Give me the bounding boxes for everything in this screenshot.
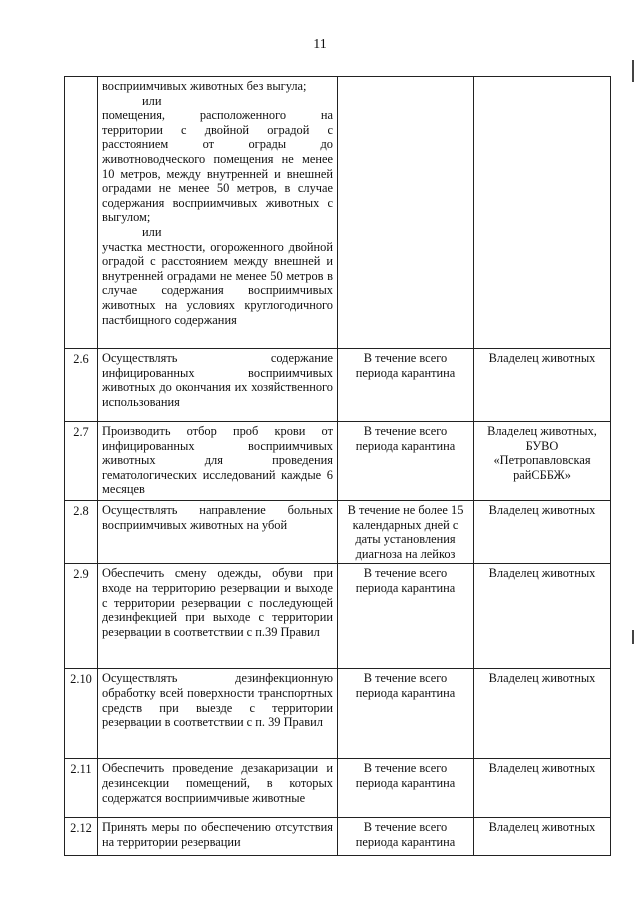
scan-artifact bbox=[632, 60, 634, 82]
action-line: помещения, расположенного на территории с двойной оградой с расстоянием от ограды до животноводческого помещения не менее 10 метров, между внутренней и внешней оградами не менее 50 метров, в случае содержания восприимчивых животных с выгулом; bbox=[102, 108, 333, 225]
row-responsible: Владелец животных bbox=[474, 759, 611, 818]
table-row bbox=[65, 669, 611, 759]
row-period: В течение всего периода карантина bbox=[338, 759, 474, 818]
row-action: Осуществлять направление больных восприимчивых животных на убой bbox=[98, 501, 338, 564]
table-row bbox=[65, 759, 611, 818]
table-row bbox=[65, 77, 611, 349]
action-line: участка местности, огороженного двойной оградой с расстоянием между внешней и внутренней оградами не менее 50 метров в случае содержания восприимчивых животных на условиях круглогодичного пастбищного содержания bbox=[102, 239, 333, 327]
row-responsible bbox=[474, 77, 611, 349]
row-period: В течение не более 15 календарных дней с даты установления диагноза на лейкоз bbox=[338, 501, 474, 564]
scan-artifact bbox=[632, 630, 634, 644]
row-action: Принять меры по обеспечению отсутствия на территории резервации bbox=[98, 818, 338, 856]
row-responsible: Владелец животных bbox=[474, 501, 611, 564]
action-line: восприимчивых животных без выгула; bbox=[102, 79, 307, 93]
row-action: Обеспечить смену одежды, обуви при входе на территорию резервации и выходе с территории резервации с последующей дезинфекцией при выходе с территории резервации в соответствии с п.39 Правил bbox=[98, 564, 338, 669]
row-number: 2.9 bbox=[65, 564, 98, 669]
row-action bbox=[98, 77, 338, 349]
table-row bbox=[65, 818, 611, 856]
measures-table bbox=[64, 76, 611, 856]
row-action: Производить отбор проб крови от инфицированных восприимчивых животных для проведения гематологических исследований каждые 6 месяцев bbox=[98, 422, 338, 501]
row-number: 2.10 bbox=[65, 669, 98, 759]
table-row bbox=[65, 564, 611, 669]
row-action: Осуществлять содержание инфицированных восприимчивых животных до окончания их хозяйственного использования bbox=[98, 349, 338, 422]
row-number: 2.12 bbox=[65, 818, 98, 856]
table-row bbox=[65, 501, 611, 564]
row-period bbox=[338, 77, 474, 349]
row-responsible: Владелец животных, БУВО «Петропавловская райСББЖ» bbox=[474, 422, 611, 501]
row-number: 2.7 bbox=[65, 422, 98, 501]
row-responsible: Владелец животных bbox=[474, 818, 611, 856]
row-period: В течение всего периода карантина bbox=[338, 818, 474, 856]
row-number: 2.11 bbox=[65, 759, 98, 818]
row-responsible: Владелец животных bbox=[474, 564, 611, 669]
row-action: Обеспечить проведение дезакаризации и дезинсекции помещений, в которых содержатся восприимчивые животные bbox=[98, 759, 338, 818]
page-number: 11 bbox=[313, 37, 327, 52]
row-number bbox=[65, 77, 98, 349]
row-responsible: Владелец животных bbox=[474, 669, 611, 759]
row-period: В течение всего периода карантина bbox=[338, 349, 474, 422]
row-period: В течение всего периода карантина bbox=[338, 669, 474, 759]
row-action: Осуществлять дезинфекционную обработку всей поверхности транспортных средств при выезде с территории резервации в соответствии с п. 39 Правил bbox=[98, 669, 338, 759]
row-number: 2.8 bbox=[65, 501, 98, 564]
action-line: или bbox=[142, 93, 162, 108]
row-period: В течение всего периода карантина bbox=[338, 422, 474, 501]
table-row bbox=[65, 349, 611, 422]
table-row bbox=[65, 422, 611, 501]
row-period: В течение всего периода карантина bbox=[338, 564, 474, 669]
row-number: 2.6 bbox=[65, 349, 98, 422]
row-responsible: Владелец животных bbox=[474, 349, 611, 422]
action-line: или bbox=[142, 224, 162, 239]
